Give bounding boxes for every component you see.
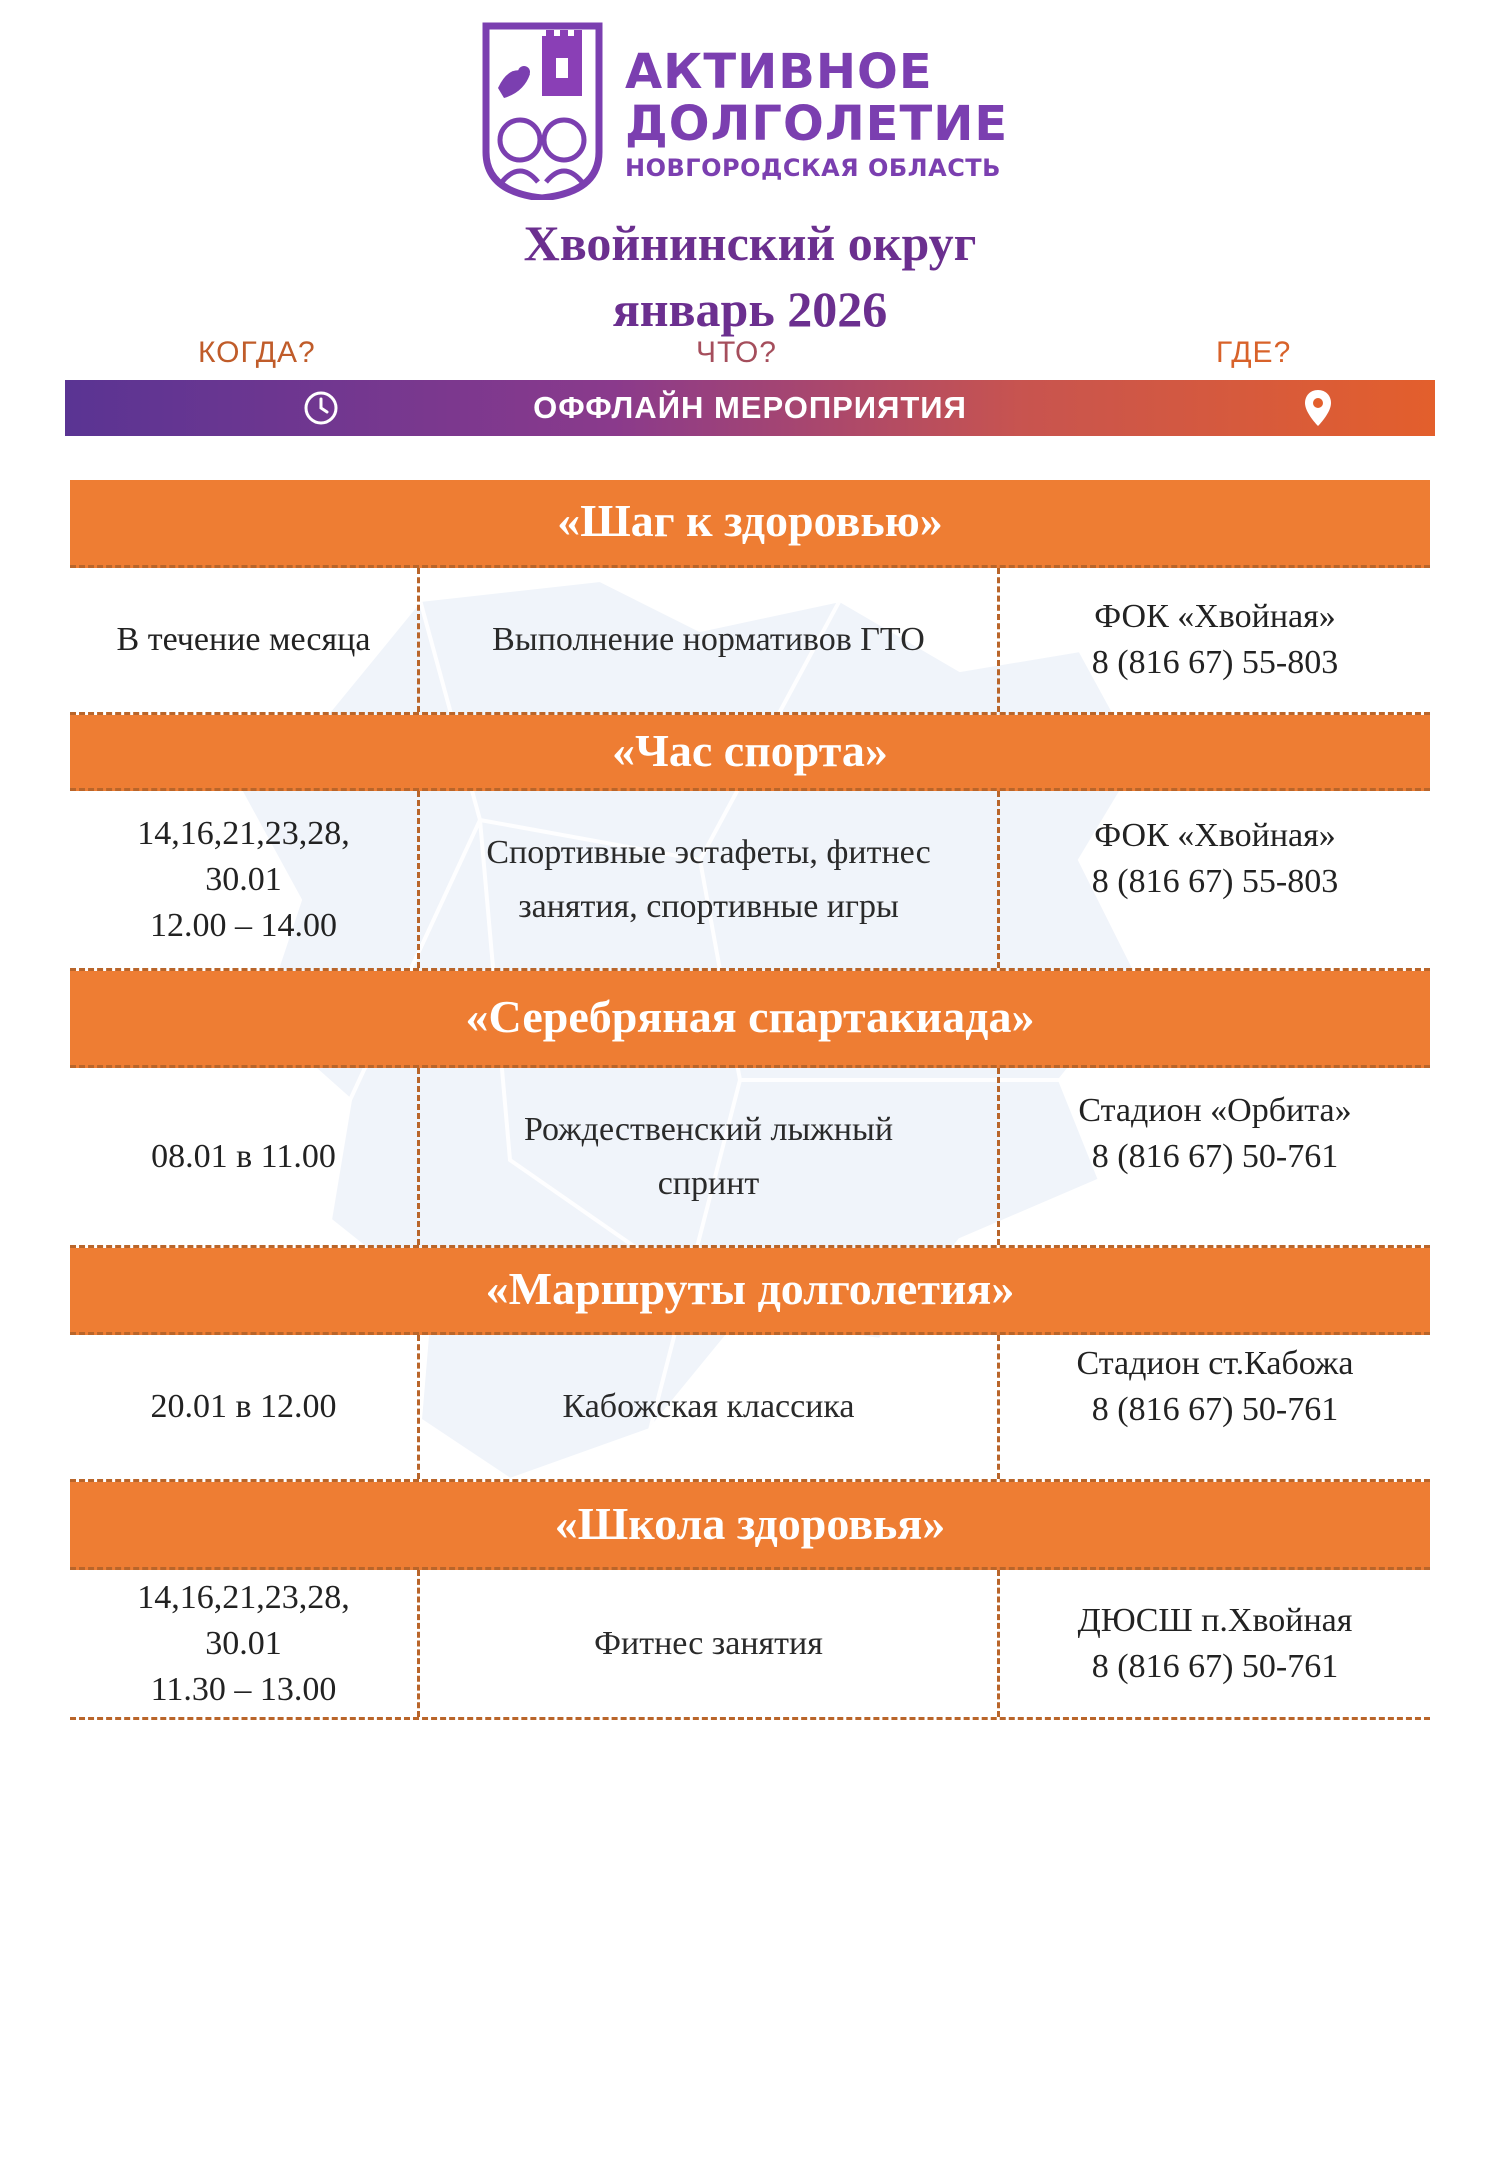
what-line: занятия, спортивные игры bbox=[518, 887, 899, 925]
logo-title-line2: ДОЛГОЛЕТИЕ bbox=[625, 96, 1009, 152]
what-line: Выполнение нормативов ГТО bbox=[492, 621, 925, 658]
what-line: Спортивные эстафеты, фитнес bbox=[486, 833, 931, 871]
offline-events-banner bbox=[65, 380, 1435, 436]
cell-what bbox=[420, 1068, 1000, 1245]
cell-where bbox=[1000, 1570, 1430, 1717]
logo-subtitle: НОВГОРОДСКАЯ ОБЛАСТЬ bbox=[625, 154, 1001, 182]
logo-emblem-icon bbox=[480, 22, 605, 200]
what-line: спринт bbox=[657, 1164, 760, 1202]
when-line: В течение месяца bbox=[116, 621, 371, 658]
table-row bbox=[70, 1570, 1430, 1720]
section-header: «Час спорта» bbox=[70, 715, 1430, 791]
column-label-when: КОГДА? bbox=[198, 336, 316, 369]
cell-what bbox=[420, 568, 1000, 712]
cell-when bbox=[70, 791, 420, 968]
where-phone: 8 (816 67) 50-761 bbox=[1091, 1391, 1339, 1428]
cell-when bbox=[70, 568, 420, 712]
cell-what bbox=[420, 1570, 1000, 1717]
table-row bbox=[70, 1068, 1430, 1248]
banner-label: ОФФЛАЙН МЕРОПРИЯТИЯ bbox=[533, 390, 967, 425]
where-phone: 8 (816 67) 50-761 bbox=[1091, 1138, 1339, 1175]
where-line: ФОК «Хвойная» bbox=[1094, 598, 1336, 635]
what-line: Фитнес занятия bbox=[594, 1624, 823, 1662]
when-line: 30.01 bbox=[205, 860, 282, 898]
when-line: 14,16,21,23,28, bbox=[137, 814, 350, 852]
where-line: Стадион «Орбита» bbox=[1078, 1092, 1352, 1129]
table-row bbox=[70, 791, 1430, 971]
location-pin-icon bbox=[1303, 388, 1333, 428]
cell-when bbox=[70, 1068, 420, 1245]
when-line: 20.01 в 12.00 bbox=[150, 1388, 337, 1425]
cell-where bbox=[1000, 1335, 1430, 1479]
schedule-table bbox=[70, 480, 1430, 1720]
table-row bbox=[70, 1335, 1430, 1482]
when-line: 30.01 bbox=[205, 1624, 282, 1662]
what-line: Кабожская классика bbox=[562, 1388, 855, 1425]
where-phone: 8 (816 67) 55-803 bbox=[1091, 644, 1339, 681]
what-line: Рождественский лыжный bbox=[523, 1110, 894, 1148]
cell-where bbox=[1000, 791, 1430, 968]
when-line: 11.30 – 13.00 bbox=[150, 1670, 337, 1708]
table-row bbox=[70, 568, 1430, 715]
page-title: Хвойнинский округ bbox=[523, 215, 977, 271]
section-header: «Шаг к здоровью» bbox=[70, 480, 1430, 568]
section-header: «Школа здоровья» bbox=[70, 1482, 1430, 1570]
column-label-where: ГДЕ? bbox=[1216, 336, 1292, 369]
column-label-what: ЧТО? bbox=[696, 336, 777, 369]
cell-when bbox=[70, 1335, 420, 1479]
where-line: Стадион ст.Кабожа bbox=[1076, 1345, 1354, 1382]
logo bbox=[480, 22, 1040, 202]
where-line: ФОК «Хвойная» bbox=[1094, 817, 1336, 854]
logo-title-line1: АКТИВНОЕ bbox=[625, 44, 933, 100]
section-header: «Маршруты долголетия» bbox=[70, 1248, 1430, 1335]
where-line: ДЮСШ п.Хвойная bbox=[1077, 1601, 1353, 1639]
cell-when bbox=[70, 1570, 420, 1717]
section-header: «Серебряная спартакиада» bbox=[70, 971, 1430, 1068]
when-line: 14,16,21,23,28, bbox=[137, 1578, 350, 1616]
where-phone: 8 (816 67) 55-803 bbox=[1091, 863, 1339, 900]
where-phone: 8 (816 67) 50-761 bbox=[1091, 1647, 1339, 1685]
cell-what bbox=[420, 1335, 1000, 1479]
cell-where bbox=[1000, 1068, 1430, 1245]
cell-where bbox=[1000, 568, 1430, 712]
cell-what bbox=[420, 791, 1000, 968]
when-line: 12.00 – 14.00 bbox=[150, 906, 337, 944]
when-line: 08.01 в 11.00 bbox=[151, 1137, 336, 1175]
page-subtitle-date: январь 2026 bbox=[612, 281, 888, 337]
